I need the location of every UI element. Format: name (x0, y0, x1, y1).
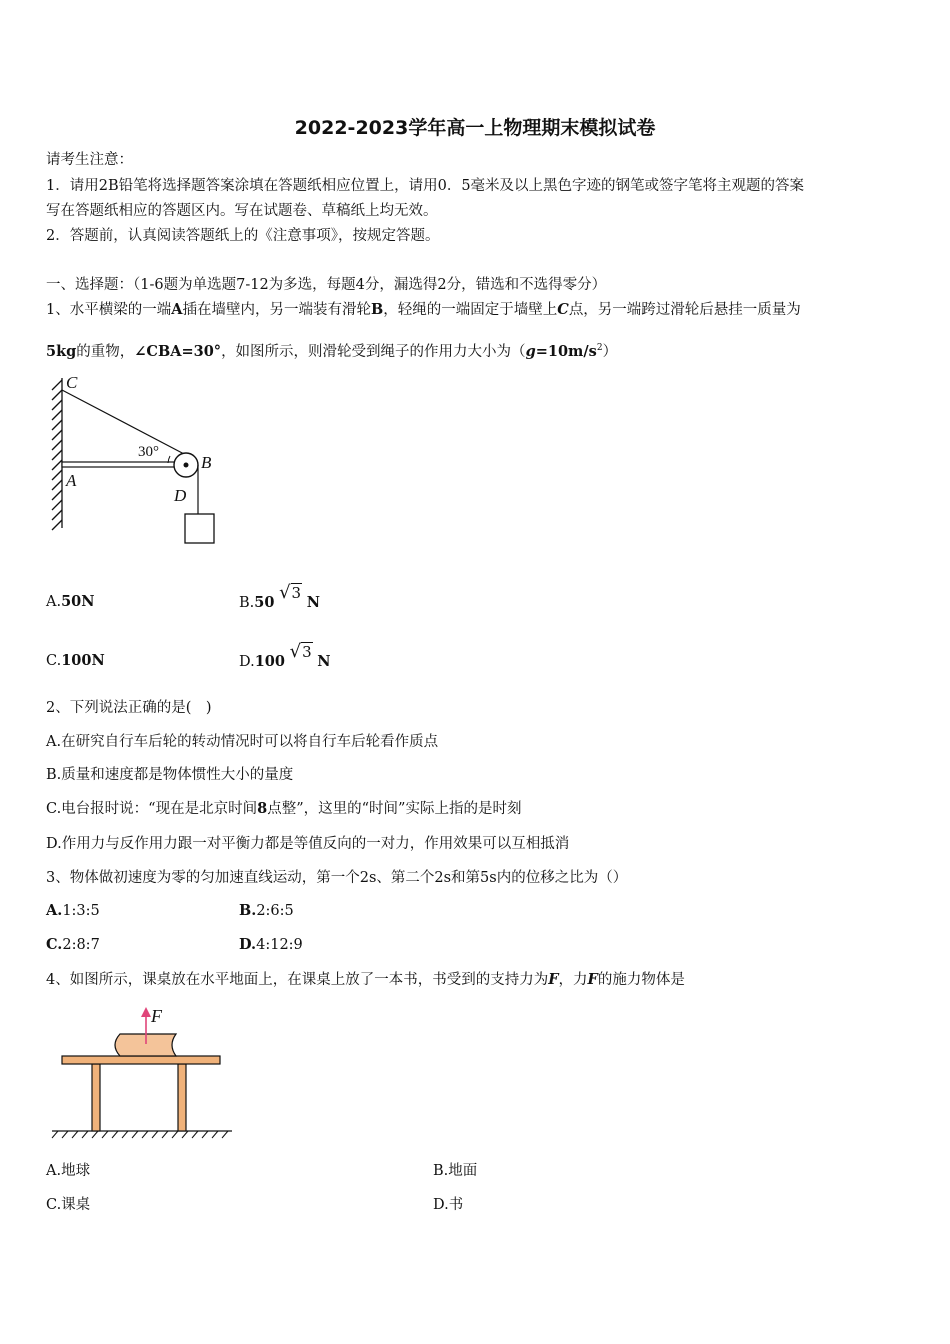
label-c: C (66, 373, 78, 392)
exam-title: 2022-2023学年高一上物理期末模拟试卷 (294, 117, 656, 139)
q3-option-c[interactable]: C.2:8:7 (46, 936, 100, 953)
notice-item-1-cont: 写在答题纸相应的答题区内。写在试题卷、草稿纸上均无效。 (46, 203, 438, 219)
q3-option-a[interactable]: A.1:3:5 (46, 902, 100, 919)
notice-item-2: 2．答题前，认真阅读答题纸上的《注意事项》，按规定答题。 (46, 228, 440, 244)
pulley-axle (184, 463, 189, 468)
q2-option-c[interactable]: C.电台报时说：“现在是北京时间8点整”，这里的“时间”实际上指的是时刻 (46, 800, 522, 817)
ground-hatching (52, 1131, 228, 1138)
q3-option-d[interactable]: D.4:12:9 (239, 936, 303, 953)
sqrt-symbol: √3 (279, 582, 302, 603)
sqrt-symbol: √3 (289, 641, 312, 662)
q2-option-b[interactable]: B.质量和速度都是物体惯性大小的量度 (46, 767, 294, 783)
q4-stem: 4、如图所示，课桌放在水平地面上，在课桌上放了一本书，书受到的支持力为F，力F的施力物体是 (46, 971, 685, 988)
wall (52, 378, 62, 530)
label-b: B (201, 453, 212, 472)
q1-stem-line1: 1、水平横梁的一端A插在墙壁内，另一端装有滑轮B，轻绳的一端固定于墙壁上C点，另一端跨过滑轮后悬挂一质量为 (46, 301, 801, 318)
q4-desk-figure (48, 1000, 238, 1142)
q1-stem-line2: 5kg的重物，∠CBA=30°，如图所示，则滑轮受到绳子的作用力大小为$(g=10m/s^2)$ (46, 342, 618, 360)
q2-option-a[interactable]: A.在研究自行车后轮的转动情况时可以将自行车后轮看作质点 (46, 734, 439, 750)
desk-top (62, 1056, 220, 1064)
q4-option-a[interactable]: A.地球 (46, 1163, 91, 1179)
rope-cb (62, 390, 186, 455)
notice-heading: 请考生注意： (46, 152, 133, 168)
q1-pulley-figure (44, 370, 234, 550)
desk-leg-left (92, 1064, 100, 1131)
q3-stem: 3、物体做初速度为零的匀加速直线运动，第一个2s、第二个2s和第5s内的位移之比为（） (46, 870, 628, 886)
desk-leg-right (178, 1064, 186, 1131)
hanging-weight (185, 514, 214, 543)
label-angle: 30° (138, 444, 159, 460)
notice-item-1: 1．请用2B铅笔将选择题答案涂填在答题纸相应位置上，请用0．5毫米及以上黑色字迹的钢笔或签字笔将主观题的答案 (46, 178, 805, 194)
label-a: A (66, 471, 77, 490)
force-arrow-head (141, 1007, 151, 1017)
label-d: D (174, 486, 187, 505)
q4-option-d[interactable]: D.书 (433, 1197, 464, 1213)
q3-option-b[interactable]: B.2:6:5 (239, 902, 294, 919)
q1-option-d[interactable]: D.100 √3 N (239, 641, 331, 670)
q4-option-c[interactable]: C.课桌 (46, 1197, 91, 1213)
beam-ab (62, 462, 186, 467)
q1-option-b[interactable]: B.50 √3 N (239, 582, 320, 611)
q2-option-d[interactable]: D.作用力与反作用力跟一对平衡力都是等值反向的一对力，作用效果可以互相抵消 (46, 836, 570, 852)
section-heading: 一、选择题：（1-6题为单选题7-12为多选，每题4分，漏选得2分，错选和不选得零分） (46, 277, 607, 293)
q4-option-b[interactable]: B.地面 (433, 1163, 478, 1179)
q1-option-a[interactable]: A.50N (46, 593, 95, 610)
q2-stem: 2、下列说法正确的是( ) (46, 700, 212, 716)
q1-option-c[interactable]: C.100N (46, 652, 105, 669)
label-f: F (151, 1006, 162, 1026)
